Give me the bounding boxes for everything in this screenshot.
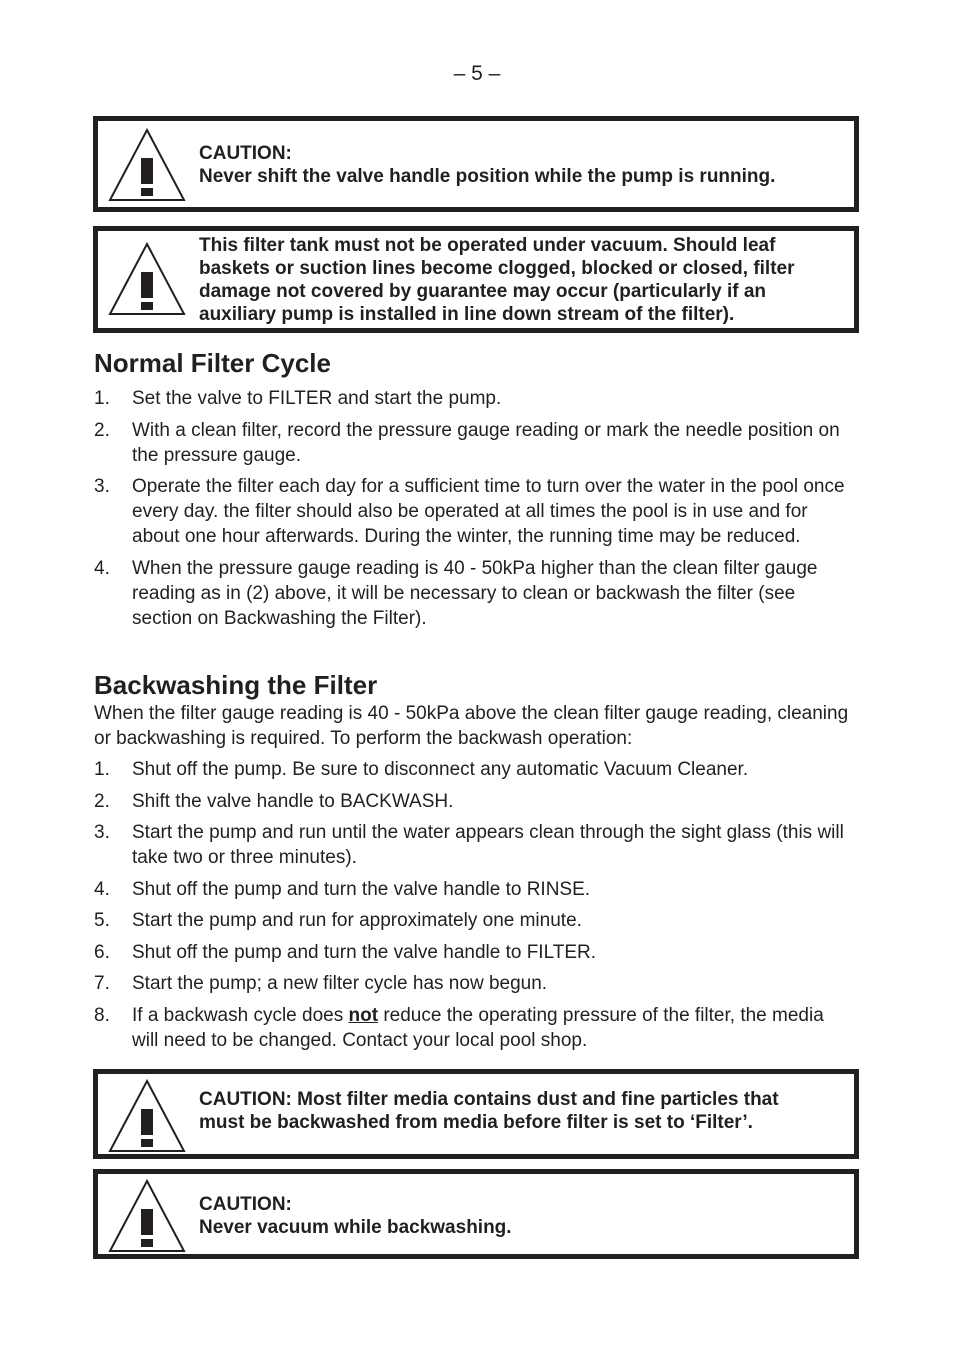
caution-label: CAUTION: xyxy=(199,143,292,164)
list-item: 8. If a backwash cycle does not reduce the operating pressure of the filter, the media will need to be changed. Contact your local pool shop. xyxy=(94,1004,824,1051)
list-item: 3. Start the pump and run until the water appears clean through the sight glass (this will take two or three minutes). xyxy=(94,822,844,868)
list-item: 4. Shut off the pump and turn the valve handle to RINSE. xyxy=(94,878,591,900)
warning-triangle-icon xyxy=(108,1077,186,1155)
backwash-steps xyxy=(94,757,854,1059)
list-item: 1. Shut off the pump. Be sure to disconnect any automatic Vacuum Cleaner. xyxy=(94,759,749,780)
warning-triangle-icon xyxy=(108,126,186,204)
caution-box-valve-handle xyxy=(93,116,859,212)
caution-line: must be backwashed from media before filter is set to ‘Filter’. xyxy=(199,1112,753,1133)
caution-line: CAUTION: Most filter media contains dust and fine particles that xyxy=(199,1089,779,1110)
list-item: 4. When the pressure gauge reading is 40 - 50kPa higher than the clean filter gauge reading as in (2) above, it will be necessary to clean or backwash the filter (see section on Backwashing the Filter). xyxy=(94,557,818,629)
warning-line: auxiliary pump is installed in line down stream of the filter). xyxy=(199,304,735,325)
normal-filter-cycle-steps xyxy=(94,386,854,637)
list-item: 5. Start the pump and run for approximately one minute. xyxy=(94,910,582,931)
list-item: 2. With a clean filter, record the pressure gauge reading or mark the needle position on the pressure gauge. xyxy=(94,419,840,466)
warning-line: baskets or suction lines become clogged, blocked or closed, filter xyxy=(199,258,795,279)
caution-message: Never vacuum while backwashing. xyxy=(199,1217,512,1238)
caution-message: Never shift the valve handle position while the pump is running. xyxy=(199,166,776,187)
caution-box-vacuum-backwash xyxy=(93,1169,859,1259)
caution-box-filter-media xyxy=(93,1069,859,1159)
warning-box-vacuum xyxy=(93,226,859,333)
warning-triangle-icon xyxy=(108,1177,186,1255)
warning-triangle-icon xyxy=(108,240,186,318)
warning-line: This filter tank must not be operated under vacuum. Should leaf xyxy=(199,235,776,256)
caution-label: CAUTION: xyxy=(199,1194,292,1215)
section-heading-normal-filter-cycle: Normal Filter Cycle xyxy=(94,348,331,378)
list-item: 3. Operate the filter each day for a sufficient time to turn over the water in the pool once every day. the filter should also be operated at all times the pool is in use and for about one hour afterwards. During the winter, the running time may be reduced. xyxy=(94,476,845,547)
warning-line: damage not covered by guarantee may occur (particularly if an xyxy=(199,281,767,302)
list-item: 7. Start the pump; a new filter cycle has now begun. xyxy=(94,973,548,994)
list-item: 2. Shift the valve handle to BACKWASH. xyxy=(94,790,454,812)
section-heading-backwashing: Backwashing the Filter xyxy=(94,670,378,700)
list-item: 6. Shut off the pump and turn the valve handle to FILTER. xyxy=(94,941,597,963)
emphasis-not: not xyxy=(348,1004,379,1026)
page-number: – 5 – xyxy=(453,62,501,85)
backwash-intro: When the filter gauge reading is 40 - 50kPa above the clean filter gauge reading, cleaning or backwashing is required. To perform the backwash operation: xyxy=(94,703,849,749)
list-item: 1. Set the valve to FILTER and start the pump. xyxy=(94,388,502,409)
